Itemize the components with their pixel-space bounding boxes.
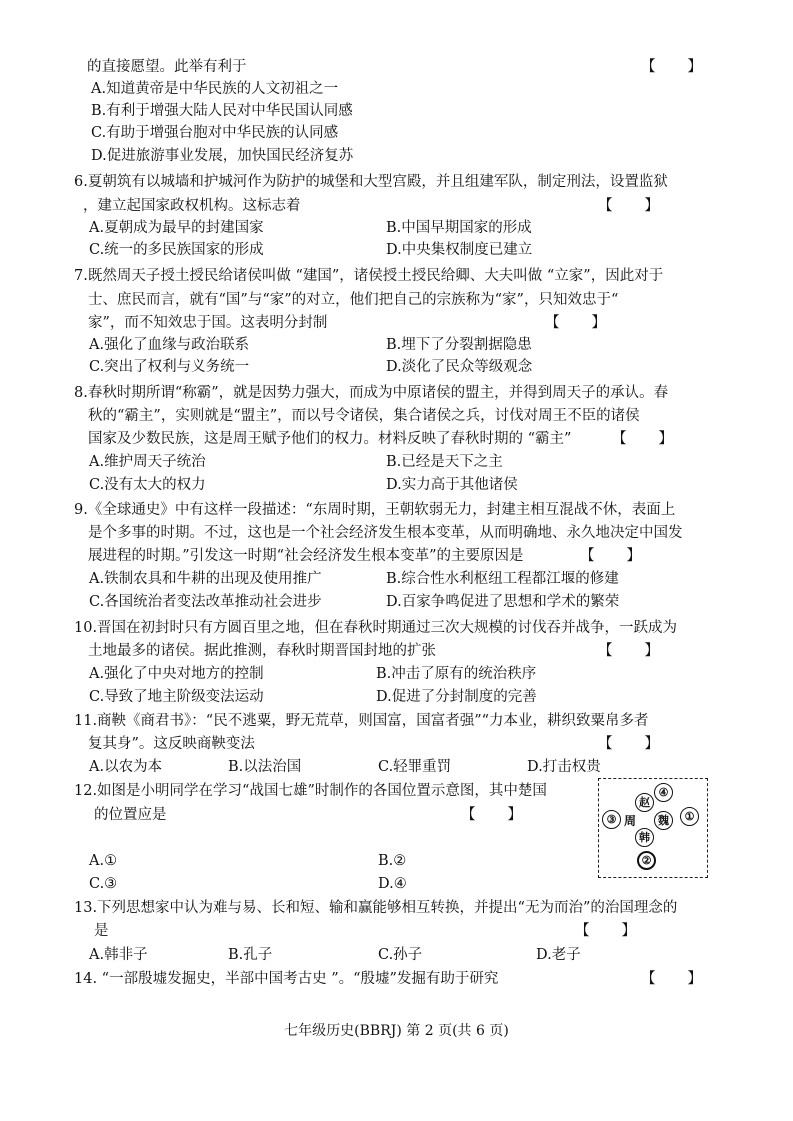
option-c: C.有助于增强台胞对中华民族的认同感	[91, 125, 339, 141]
answer-bracket[interactable]: 【 】	[545, 315, 607, 331]
answer-bracket[interactable]: 【 】	[612, 431, 674, 447]
question-7-stem: 士、庶民而言，就有“国”与“家”的对立，他们把自己的宗族称为“家”，只知效忠于“	[88, 292, 619, 308]
question-10-stem: 土地最多的诸侯。据此推测，春秋时期晋国封地的扩张	[88, 643, 436, 659]
question-6-stem: 6.夏朝筑有以城墙和护城河作为防护的城堡和大型宫殿，并且组建军队，制定刑法，设置监狱	[74, 174, 668, 190]
answer-bracket[interactable]: 【 】	[575, 923, 637, 939]
option-d: D.百家争鸣促进了思想和学术的繁荣	[386, 594, 620, 610]
option-b: B.中国早期国家的形成	[386, 220, 532, 236]
option-b: B.已经是天下之主	[386, 454, 503, 470]
option-a: A.知道黄帝是中华民族的人文初祖之一	[91, 81, 339, 97]
option-a: A.强化了中央对地方的控制	[89, 666, 264, 682]
option-d: D.实力高于其他诸侯	[386, 477, 518, 493]
question-13-stem: 是	[94, 923, 109, 939]
option-d: D.促进了分封制度的完善	[376, 689, 537, 705]
state-zhou: 周	[624, 814, 637, 828]
option-d: D.促进旅游事业发展，加快国民经济复苏	[91, 148, 354, 164]
question-11-stem: 复其身”。这反映商鞅变法	[88, 736, 255, 752]
question-12-stem: 12.如图是小明同学在学习“战国七雄”时制作的各国位置示意图，其中楚国	[74, 783, 547, 799]
answer-bracket[interactable]: 【 】	[461, 807, 523, 823]
question-9-stem: 9.《全球通史》中有这样一段描述：“东周时期，王朝软弱无力，封建主相互混战不休，表面上	[74, 502, 676, 518]
question-5-stem: 的直接愿望。此举有利于	[87, 59, 247, 75]
map-position-4: ④	[654, 783, 673, 802]
question-8-stem: 秋的“霸主”，实则就是“盟主”，而以号令诸侯，集合诸侯之兵，讨伐对周王不臣的诸侯	[88, 408, 640, 424]
map-position-2: ②	[637, 851, 656, 870]
option-c: C.③	[89, 876, 118, 892]
option-d: D.④	[378, 876, 407, 892]
option-d: D.中央集权制度已建立	[386, 242, 533, 258]
warring-states-map	[598, 778, 708, 878]
question-13-stem: 13.下列思想家中认为难与易、长和短、输和赢能够相互转换，并提出“无为而治”的治国理念的	[74, 900, 678, 916]
option-d: D.老子	[536, 947, 581, 963]
question-11-stem: 11.商鞅《商君书》：“民不逃粟，野无荒草，则国富，国富者强”“力本业，耕织致粟帛多者	[74, 713, 649, 729]
option-c: C.统一的多民族国家的形成	[89, 242, 264, 258]
option-b: B.综合性水利枢纽工程都江堰的修建	[386, 571, 619, 587]
option-a: A.①	[89, 853, 118, 869]
question-8-stem: 8.春秋时期所谓“称霸”，就是因势力强大，而成为中原诸侯的盟主，并得到周天子的承认。春	[74, 385, 669, 401]
page-footer: 七年级历史(BBRJ) 第 2 页(共 6 页)	[284, 1023, 509, 1039]
option-c: C.轻罪重罚	[378, 759, 452, 775]
question-6-stem: ，建立起国家政权机构。这标志着	[83, 198, 301, 214]
map-position-1: ①	[680, 807, 699, 826]
option-b: B.以法治国	[228, 759, 302, 775]
answer-bracket[interactable]: 【 】	[598, 643, 660, 659]
option-d: D.淡化了民众等级观念	[386, 359, 533, 375]
option-a: A.以农为本	[89, 759, 163, 775]
option-a: A.韩非子	[89, 947, 148, 963]
option-a: A.铁制农具和牛耕的出现及使用推广	[89, 571, 322, 587]
state-wei: 魏	[654, 811, 673, 830]
option-a: A.维护周天子统治	[89, 454, 206, 470]
answer-bracket[interactable]: 【 】	[641, 971, 703, 987]
question-8-stem: 国家及少数民族，这是周王赋予他们的权力。材料反映了春秋时期的 “霸主”	[88, 431, 572, 447]
answer-bracket[interactable]: 【 】	[641, 59, 703, 75]
option-b: B.冲击了原有的统治秩序	[376, 666, 537, 682]
option-b: B.埋下了分裂割据隐患	[386, 337, 532, 353]
option-a: A.夏朝成为最早的封建国家	[89, 220, 264, 236]
option-a: A.强化了血缘与政治联系	[89, 337, 250, 353]
state-zhao: 赵	[635, 793, 654, 812]
question-12-stem: 的位置应是	[94, 807, 167, 823]
question-9-stem: 展进程的时期。”引发这一时期“社会经济发生根本变革”的主要原因是	[88, 548, 524, 564]
option-b: B.孔子	[228, 947, 273, 963]
option-c: C.各国统治者变法改革推动社会进步	[89, 594, 322, 610]
option-b: B.有利于增强大陆人民对中华民国认同感	[91, 103, 353, 119]
question-14-stem: 14. “一部殷墟发掘史，半部中国考古史 ”。“殷墟”发掘有助于研究	[74, 971, 499, 987]
question-9-stem: 是个多事的时期。不过，这也是一个社会经济发生根本变革，从而明确地、永久地决定中国发	[88, 525, 683, 541]
option-c: C.突出了权利与义务统一	[89, 359, 250, 375]
question-7-stem: 7.既然周天子授土授民给诸侯叫做 “建国”，诸侯授土授民给卿、大夫叫做 “立家”，因此对于	[74, 268, 664, 284]
option-c: C.导致了地主阶级变法运动	[89, 689, 264, 705]
state-han: 韩	[635, 828, 654, 847]
option-d: D.打击权贵	[527, 759, 601, 775]
option-c: C.孙子	[378, 947, 423, 963]
option-b: B.②	[378, 853, 407, 869]
option-c: C.没有太大的权力	[89, 477, 206, 493]
question-10-stem: 10.晋国在初封时只有方圆百里之地，但在春秋时期通过三次大规模的讨伐吞并战争，一跃成为	[74, 620, 678, 636]
answer-bracket[interactable]: 【 】	[598, 198, 660, 214]
map-position-3: ③	[602, 810, 621, 829]
answer-bracket[interactable]: 【 】	[580, 548, 642, 564]
question-7-stem: 家”，而不知效忠于国。这表明分封制	[88, 315, 328, 331]
answer-bracket[interactable]: 【 】	[598, 736, 660, 752]
